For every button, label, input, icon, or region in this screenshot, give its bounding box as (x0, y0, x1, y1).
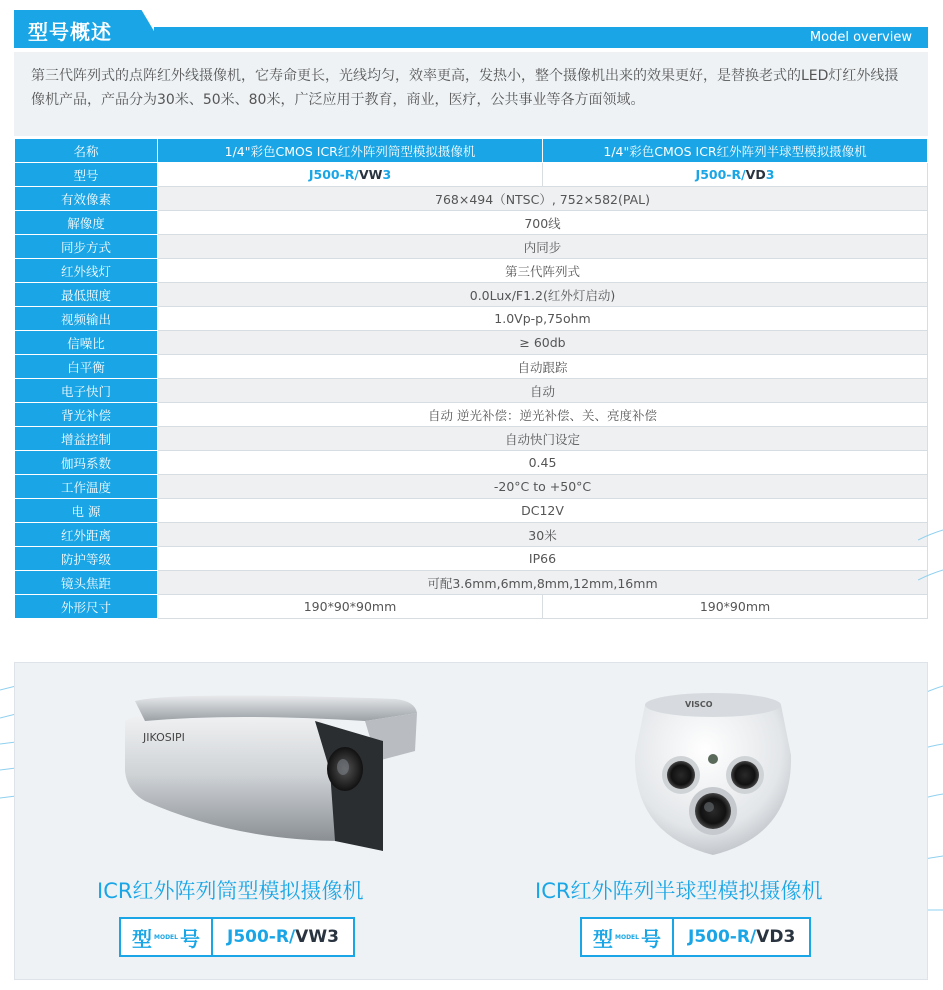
dome-brand: VISCO (685, 700, 713, 709)
row-label: 镜头焦距 (15, 571, 158, 595)
table-row (15, 259, 928, 283)
row-value: IP66 (158, 547, 928, 571)
size-col2: 190*90mm (543, 595, 928, 619)
row-label: 红外距离 (15, 523, 158, 547)
table-row (15, 595, 928, 619)
section-title: 型号概述 (28, 20, 112, 44)
table-row (15, 331, 928, 355)
row-value: DC12V (158, 499, 928, 523)
row-value: 自动快门设定 (158, 427, 928, 451)
bullet-camera-image (115, 691, 425, 861)
row-value: 0.0Lux/F1.2(红外灯启动) (158, 283, 928, 307)
row-label: 电 源 (15, 499, 158, 523)
table-row (15, 547, 928, 571)
model-label-en: MODEL (154, 933, 178, 941)
table-header-row (15, 139, 928, 163)
bullet-product-title: ICR红外阵列筒型模拟摄像机 (97, 879, 364, 903)
table-row (15, 235, 928, 259)
row-value: 700线 (158, 211, 928, 235)
section-header (14, 0, 928, 48)
row-label: 名称 (15, 139, 158, 163)
table-row (15, 427, 928, 451)
model-suffix: 3 (382, 167, 392, 182)
intro-text: 第三代阵列式的点阵红外线摄像机，它寿命更长，光线均匀，效率更高，发热小，整个摄像机出来的效果更好，是替换老式的LED灯红外线摄像机产品，产品分为30米、50米、80米，广泛应用于教育，商业，医疗，公共事业等各方面领域。 (14, 52, 928, 136)
model-label-char: 号 (640, 926, 661, 951)
model-label (119, 917, 213, 957)
table-row (15, 283, 928, 307)
row-value: 内同步 (158, 235, 928, 259)
row-value: 30米 (158, 523, 928, 547)
model-label-char: 号 (179, 926, 200, 951)
model-code: VD3 (756, 927, 796, 947)
row-label: 电子快门 (15, 379, 158, 403)
row-label: 视频输出 (15, 307, 158, 331)
model-code: VD (745, 167, 766, 182)
bullet-brand: JIKOSIPI (143, 731, 185, 744)
model-value (213, 917, 355, 957)
table-row (15, 475, 928, 499)
table-row (15, 451, 928, 475)
model-prefix: J500-R/ (688, 927, 757, 947)
model-prefix: J500-R/ (308, 167, 359, 182)
model-code: VW3 (295, 927, 339, 947)
model-prefix: J500-R/ (695, 167, 746, 182)
spec-table (14, 138, 928, 619)
row-label: 白平衡 (15, 355, 158, 379)
table-row (15, 307, 928, 331)
model-label-en: MODEL (615, 933, 639, 941)
row-label: 有效像素 (15, 187, 158, 211)
row-label: 型号 (15, 163, 158, 187)
row-label: 工作温度 (15, 475, 158, 499)
row-label: 伽玛系数 (15, 451, 158, 475)
row-label: 信噪比 (15, 331, 158, 355)
col1-model (158, 163, 543, 187)
row-value: 1.0Vp-p,75ohm (158, 307, 928, 331)
model-label-char: 型 (593, 926, 613, 951)
row-value: 自动 (158, 379, 928, 403)
row-label: 防护等级 (15, 547, 158, 571)
dome-camera-image (623, 685, 803, 860)
size-col1: 190*90*90mm (158, 595, 543, 619)
row-value: 第三代阵列式 (158, 259, 928, 283)
col2-model (543, 163, 928, 187)
dome-model-badge (580, 917, 811, 957)
table-row (15, 187, 928, 211)
row-value: 可配3.6mm,6mm,8mm,12mm,16mm (158, 571, 928, 595)
row-value: 自动跟踪 (158, 355, 928, 379)
table-row (15, 571, 928, 595)
row-value: 自动 逆光补偿：逆光补偿、关、亮度补偿 (158, 403, 928, 427)
model-prefix: J500-R/ (227, 927, 296, 947)
section-subtitle: Model overview (809, 30, 912, 45)
model-label-char: 型 (132, 926, 152, 951)
model-suffix: 3 (765, 167, 775, 182)
row-value: ≥ 60db (158, 331, 928, 355)
row-label: 红外线灯 (15, 259, 158, 283)
model-code: VW (358, 167, 383, 182)
table-row (15, 403, 928, 427)
row-label: 背光补偿 (15, 403, 158, 427)
row-label: 最低照度 (15, 283, 158, 307)
product-panel (14, 662, 928, 980)
table-row (15, 163, 928, 187)
col2-name: 1/4"彩色CMOS ICR红外阵列半球型模拟摄像机 (543, 139, 928, 163)
row-value: 0.45 (158, 451, 928, 475)
row-label: 增益控制 (15, 427, 158, 451)
table-row (15, 355, 928, 379)
row-value: 768×494（NTSC）, 752×582(PAL) (158, 187, 928, 211)
row-label: 解像度 (15, 211, 158, 235)
table-row (15, 523, 928, 547)
model-value (674, 917, 811, 957)
table-row (15, 379, 928, 403)
model-label (580, 917, 674, 957)
table-row (15, 499, 928, 523)
row-label: 外形尺寸 (15, 595, 158, 619)
dome-product-title: ICR红外阵列半球型模拟摄像机 (535, 879, 823, 903)
row-label: 同步方式 (15, 235, 158, 259)
row-value: -20°C to +50°C (158, 475, 928, 499)
bullet-model-badge (119, 917, 355, 957)
col1-name: 1/4"彩色CMOS ICR红外阵列筒型模拟摄像机 (158, 139, 543, 163)
table-row (15, 211, 928, 235)
